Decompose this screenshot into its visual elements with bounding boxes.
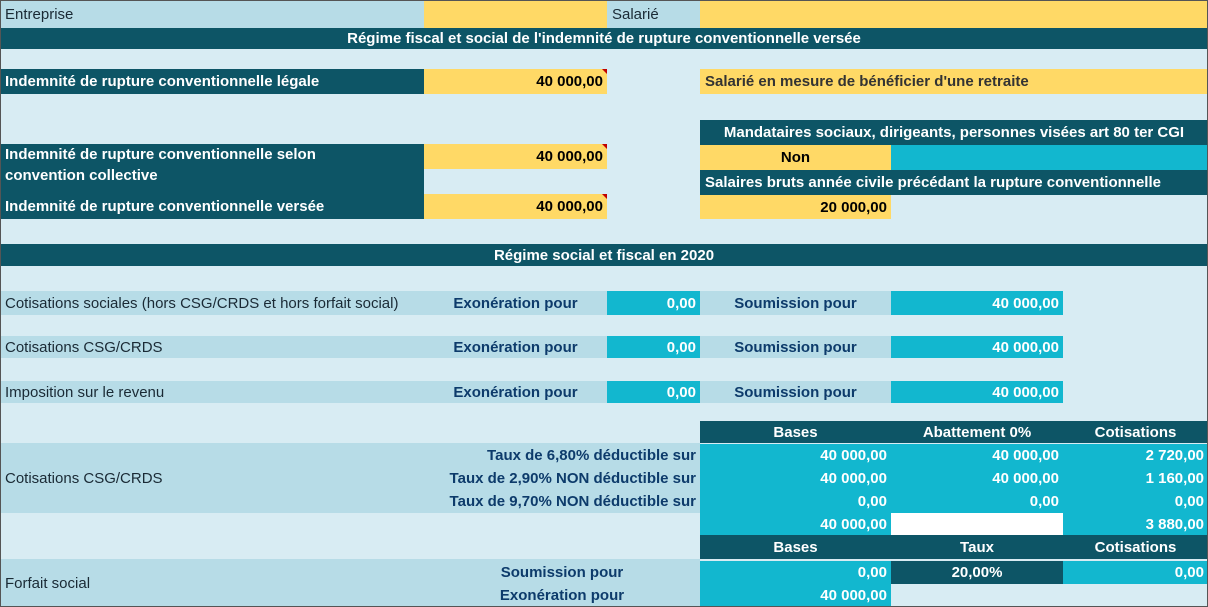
soumission-label: Soumission pour [700, 291, 891, 315]
indemnite-convention-label-line1: Indemnité de rupture conventionnelle selon [5, 146, 316, 163]
retraite-label: Salarié en mesure de bénéficier d'une retraite [700, 69, 1208, 94]
salaires-bruts-label: Salaires bruts année civile précédant la rupture conventionnelle [700, 170, 1208, 195]
section-title-regime-2020: Régime social et fiscal en 2020 [0, 244, 1208, 266]
entreprise-label: Entreprise [0, 0, 424, 28]
csg-header-bases: Bases [700, 421, 891, 443]
soumission-value: 40 000,00 [891, 381, 1063, 403]
indemnite-convention-input[interactable]: 40 000,00 [424, 144, 607, 169]
csg-row-cotisation: 1 160,00 [1063, 467, 1208, 490]
indemnite-versee-label: Indemnité de rupture conventionnelle versée [0, 194, 424, 219]
csg-row-label: Taux de 9,70% NON déductible sur [449, 493, 696, 510]
exoneration-label: Exonération pour [453, 294, 578, 312]
soumission-value: 40 000,00 [891, 291, 1063, 315]
csg-row-label: Taux de 6,80% déductible sur [487, 447, 696, 464]
forfait-exoneration-label: Exonération pour [499, 586, 625, 604]
exoneration-value: 0,00 [607, 336, 700, 358]
imposition-label: Imposition sur le revenu [5, 383, 165, 401]
csg-row-label: Taux de 2,90% NON déductible sur [449, 470, 696, 487]
forfait-taux: 20,00% [891, 561, 1063, 584]
csg-row-abattement: 0,00 [891, 490, 1063, 513]
csg-header-abattement: Abattement 0% [891, 421, 1063, 443]
forfait-exoneration-base: 40 000,00 [700, 584, 891, 606]
forfait-label: Forfait social [5, 574, 91, 592]
csg-row-abattement: 40 000,00 [891, 467, 1063, 490]
csg-row-base: 0,00 [700, 490, 891, 513]
indemnite-convention-label-line2: convention collective [5, 167, 158, 184]
soumission-label: Soumission pour [700, 381, 891, 403]
exoneration-label: Exonération pour [453, 383, 578, 401]
forfait-cotisation: 0,00 [1063, 561, 1208, 584]
indemnite-legale-label: Indemnité de rupture conventionnelle légale [0, 69, 424, 94]
exoneration-label: Exonération pour [453, 338, 578, 356]
mandataires-filler [891, 145, 1208, 170]
csg-row-cotisation: 0,00 [1063, 490, 1208, 513]
exoneration-value: 0,00 [607, 381, 700, 403]
indemnite-legale-input[interactable]: 40 000,00 [424, 69, 607, 94]
exoneration-value: 0,00 [607, 291, 700, 315]
csg-total-cotisation: 3 880,00 [1063, 513, 1208, 535]
csg-header-cotisations: Cotisations [1063, 421, 1208, 443]
forfait-header-cotisations: Cotisations [1063, 535, 1208, 559]
csg-total-blank [891, 513, 1063, 535]
csg-table-label: Cotisations CSG/CRDS [5, 469, 163, 487]
csg-row-abattement: 40 000,00 [891, 444, 1063, 467]
salaires-bruts-input[interactable]: 20 000,00 [700, 195, 891, 219]
section-title-regime-fiscal: Régime fiscal et social de l'indemnité de rupture conventionnelle versée [0, 28, 1208, 49]
soumission-label: Soumission pour [700, 336, 891, 358]
salarie-input[interactable] [700, 0, 1208, 28]
csg-crds-label: Cotisations CSG/CRDS [5, 338, 163, 356]
csg-row-cotisation: 2 720,00 [1063, 444, 1208, 467]
csg-row-base: 40 000,00 [700, 467, 891, 490]
forfait-soumission-label: Soumission pour [500, 564, 624, 581]
salarie-label: Salarié [607, 0, 700, 28]
forfait-soumission-base: 0,00 [700, 561, 891, 584]
soumission-value: 40 000,00 [891, 336, 1063, 358]
forfait-header-taux: Taux [891, 535, 1063, 559]
entreprise-input[interactable] [424, 0, 607, 28]
csg-row-base: 40 000,00 [700, 444, 891, 467]
csg-total-base: 40 000,00 [700, 513, 891, 535]
forfait-header-bases: Bases [700, 535, 891, 559]
indemnite-convention-label-block [0, 144, 424, 194]
mandataires-select[interactable]: Non [700, 145, 891, 170]
indemnite-versee-input[interactable]: 40 000,00 [424, 194, 607, 219]
cotisations-sociales-label: Cotisations sociales (hors CSG/CRDS et hors forfait social) [5, 294, 399, 312]
mandataires-label: Mandataires sociaux, dirigeants, personnes visées art 80 ter CGI [700, 120, 1208, 145]
